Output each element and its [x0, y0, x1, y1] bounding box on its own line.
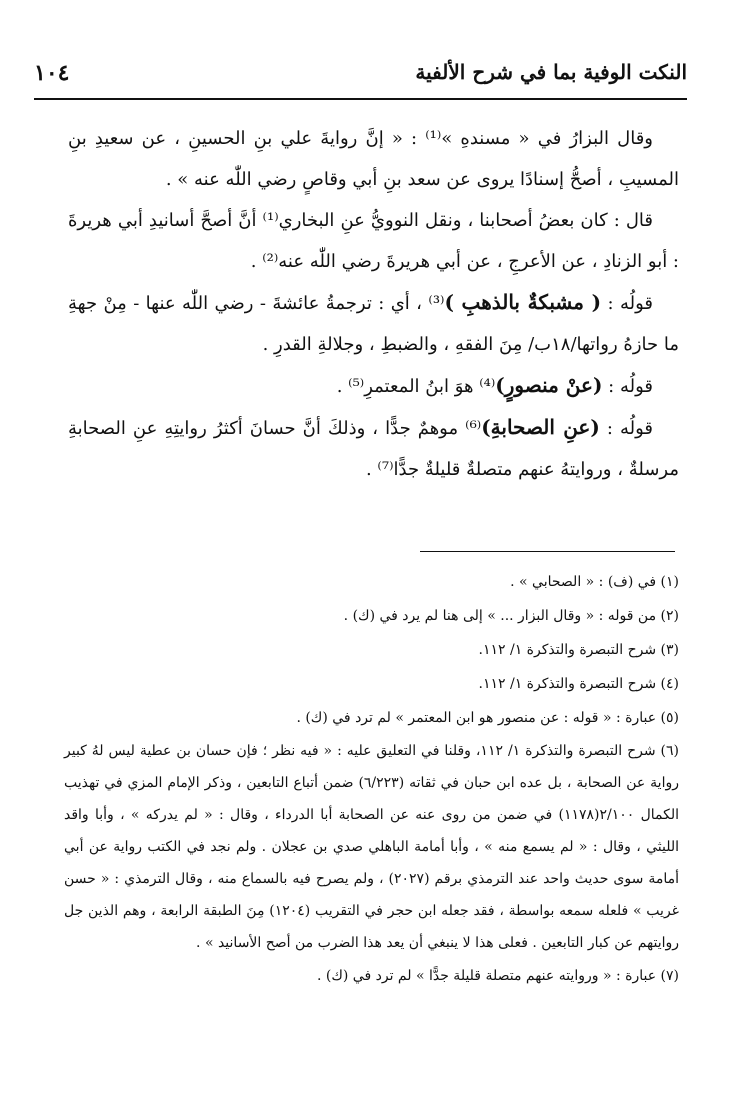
footnote-3: (٣) شرح التبصرة والتذكرة ١/ ١١٢.: [478, 642, 679, 658]
paragraph-asanid: قال : كان بعضُ أصحابنا ، ونقل النوويُّ عنِ البخاري⁽¹⁾ أنَّ أصحَّ أسانيدِ أبي هريرةَ : أبو الزنادِ ، عن الأعرجِ ، عن أبي هريرةَ رضي اللّٰه عنه⁽²⁾ .: [68, 210, 679, 272]
quoted-term: (عنِ الصحابةِ): [481, 415, 600, 439]
paragraph-mushabbaka: [68, 282, 679, 365]
footnotes: [64, 565, 679, 993]
quoted-term: ( مشبكةٌ بالذهبِ ): [444, 290, 602, 314]
footnote-5: (٥) عبارة : « قوله : عن منصور هو ابن المعتمر » لم ترد في (ك) .: [296, 710, 679, 726]
running-title: النكت الوفية بما في شرح الألفية: [415, 60, 687, 84]
footnote-1: (١) في (ف) : « الصحابي » .: [510, 574, 679, 590]
main-text: [68, 118, 679, 490]
footnote-separator: [420, 551, 675, 552]
paragraph-sahaba: [68, 407, 679, 490]
qawluhu-label: قولُه :: [606, 418, 653, 439]
qawluhu-label: قولُه :: [607, 293, 653, 314]
page-number: ١٠٤: [34, 60, 70, 86]
footnote-4: (٤) شرح التبصرة والتذكرة ١/ ١١٢.: [478, 676, 679, 692]
running-header: [34, 58, 687, 98]
quoted-term: (عنْ منصورٍ): [495, 373, 603, 397]
paragraph-mansur: [68, 365, 679, 407]
paragraph-rest: ⁽⁶⁾ موهمٌ جدًّا ، وذلكَ أنَّ حسانَ أكثرُ روايتِهِ عنِ الصحابةِ مرسلةٌ ، وروايتهُ عنهم متصلةٌ قليلةٌ جدًّا⁽⁷⁾ .: [68, 418, 679, 480]
qawluhu-label: قولُه :: [608, 376, 653, 397]
header-rule: [34, 98, 687, 100]
footnote-2: (٢) من قوله : « وقال البزار ... » إلى هنا لم يرد في (ك) .: [343, 608, 679, 624]
paragraph-rest: ⁽⁴⁾ هوَ ابنُ المعتمرِ⁽⁵⁾ .: [336, 376, 496, 397]
footnote-6: (٦) شرح التبصرة والتذكرة ١/ ١١٢، وقلنا في التعليق عليه : « فيه نظر ؛ فإن حسان بن عطية ليس لهُ كبير رواية عن الصحابة ، بل عده ابن حبان في ثقاته (٦/٢٢٣) ضمن أتباع التابعين ، وذكر الإمام المزي في تهذيب الكمال ٢/١٠٠(١١٧٨) في ضمن من روى عنه عن الصحابة أبا الدرداء ، وقال : « لم يدركه » ، وأبا واقد الليثي ، وقال : « لم يسمع منه » ، وأبا أمامة الباهلي صدي بن عجلان . ولم نجد في الكتب رواية عن أبي أمامة سوى حديث واحد عند الترمذي برقم (٢٠٢٧) ، ولم يصرح فيه بالسماع منه ، وقال الترمذي : « حسن غريب » فلعله سمعه بواسطة ، فقد جعله ابن حجر في التقريب (١٢٠٤) مِنَ الطبقة الرابعة ، وهم الذين جل روايتهم عن كبار التابعين . فعلى هذا لا ينبغي أن يعد هذا الضرب من أصح الأسانيد » .: [64, 743, 680, 951]
footnote-7: (٧) عبارة : « وروايته عنهم متصلة قليلة جدًّا » لم ترد في (ك) .: [316, 968, 679, 984]
paragraph-rest: ⁽³⁾ ، أي : ترجمةُ عائشةَ - رضي اللّٰه عنها - مِنْ جهةِ ما حازهُ رواتها/١٨ب/ مِنَ الفقهِ ، والضبطِ ، وجلالةِ القدرِ .: [68, 293, 679, 355]
paragraph-bazzar: وقال البزارُ في « مسندهِ »⁽¹⁾ : « إنَّ روايةَ علي بنِ الحسينِ ، عن سعيدِ بنِ المسيبِ ، أصحُّ إسنادًا يروى عن سعد بنِ أبي وقاصٍ رضي اللّٰه عنه » .: [68, 128, 679, 190]
